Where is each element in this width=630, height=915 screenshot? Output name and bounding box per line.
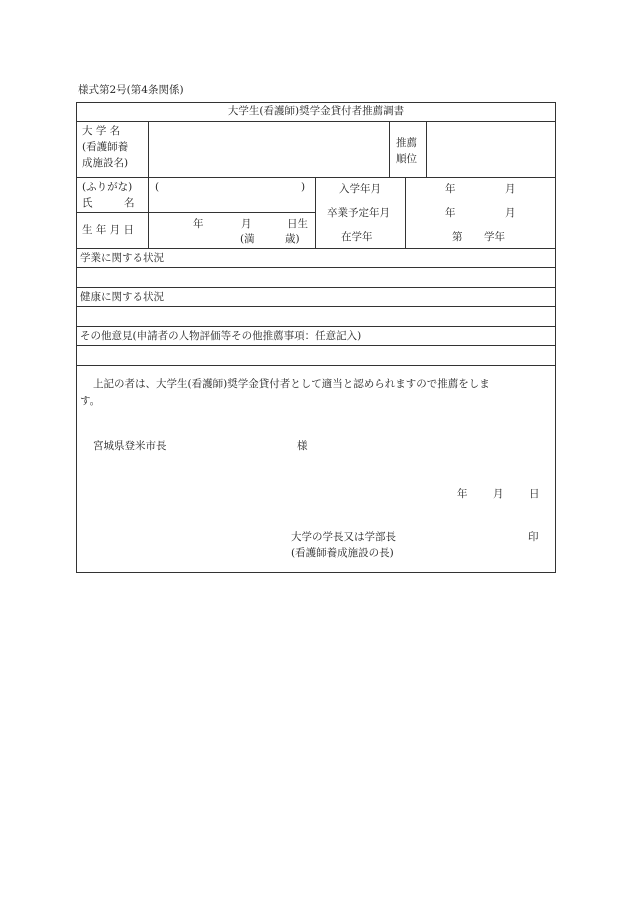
recommend-rank-field[interactable]	[428, 123, 554, 175]
enroll-label: 入学年月	[339, 183, 381, 195]
university-label-1: 大 学 名	[82, 125, 121, 137]
recommendation-text-2: す。	[80, 395, 101, 407]
signer-line-1: 大学の学長又は学部長	[291, 531, 396, 543]
date-year: 年	[457, 488, 468, 500]
enroll-month: 月	[505, 183, 516, 195]
age-open: (満	[240, 233, 255, 245]
university-label-2: (看護師養	[82, 141, 129, 153]
health-field[interactable]	[78, 308, 554, 324]
recommend-rank-label-1: 推薦	[396, 137, 417, 149]
furigana-close-paren: )	[301, 181, 306, 193]
academic-section-label: 学業に関する状況	[80, 252, 164, 264]
signer-line-2: (看護師養成施設の長)	[291, 547, 394, 559]
recommendation-text-1: 上記の者は、大学生(看護師)奨学金貸付者として適当と認められますので推薦をしま	[93, 378, 490, 390]
seal-mark: 印	[528, 531, 539, 543]
grad-label: 卒業予定年月	[327, 207, 390, 219]
other-section-label: その他意見(申請者の人物評価等その他推薦事項：任意記入)	[80, 330, 362, 342]
grad-month: 月	[505, 207, 516, 219]
date-month: 月	[493, 488, 504, 500]
grade-suffix: 学年	[484, 231, 505, 243]
form-title: 大学生(看護師)奨学金貸付者推薦調書	[227, 105, 405, 117]
enroll-year: 年	[445, 183, 456, 195]
health-section-label: 健康に関する状況	[80, 291, 164, 303]
grade-label: 在学年	[341, 231, 373, 243]
furigana-label: (ふりがな)	[82, 181, 133, 193]
birth-day: 日生	[287, 218, 308, 230]
birth-label: 生 年 月 日	[82, 224, 135, 236]
academic-field[interactable]	[78, 269, 554, 285]
other-field[interactable]	[78, 347, 554, 363]
date-day: 日	[529, 488, 540, 500]
birth-month: 月	[241, 218, 252, 230]
university-field[interactable]	[150, 123, 387, 175]
grad-year: 年	[445, 207, 456, 219]
birth-year: 年	[193, 218, 204, 230]
name-label: 氏 名	[82, 197, 135, 209]
grade-prefix: 第	[452, 231, 463, 243]
furigana-open-paren: (	[155, 181, 160, 193]
form-number: 様式第2号(第4条関係)	[78, 84, 184, 96]
honorific: 様	[297, 440, 308, 452]
university-label-3: 成施設名)	[82, 157, 129, 169]
name-field[interactable]	[150, 179, 313, 210]
age-close: 歳)	[285, 233, 300, 245]
addressee: 宮城県登米市長	[93, 440, 167, 452]
recommend-rank-label-2: 順位	[396, 153, 417, 165]
